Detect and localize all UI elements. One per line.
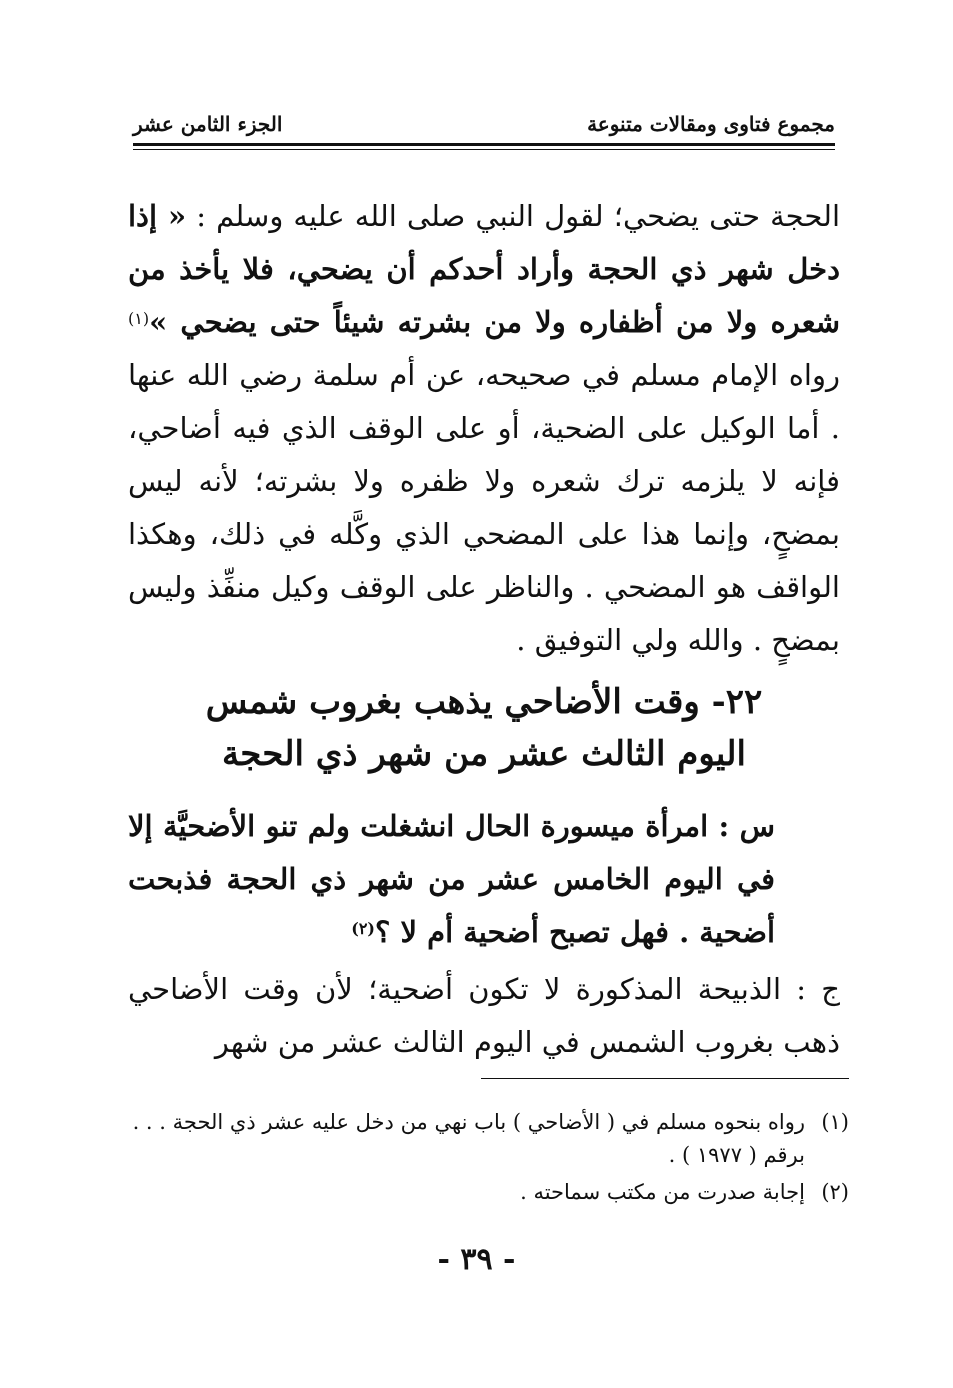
header-rule-thick (133, 143, 835, 146)
footnote-number: (١) (821, 1110, 849, 1134)
running-header (133, 112, 835, 138)
book-title: مجموع فتاوى ومقالات متنوعة (587, 112, 835, 136)
question-block (128, 800, 775, 959)
footnote-text: إجابة صدرت من مكتب سماحته . (520, 1180, 805, 1204)
section-title-line-2: اليوم الثالث عشر من شهر ذي الحجة (222, 734, 746, 774)
footnote-1 (128, 1106, 849, 1172)
footnote-number: (٢) (821, 1180, 849, 1204)
section-title-line-1: ٢٢- وقت الأضاحي يذهب بغروب شمس (205, 682, 763, 722)
footnote-ref-2: (٢) (351, 919, 375, 938)
footnote-separator (481, 1078, 849, 1079)
body-rest: رواه الإمام مسلم في صحيحه، عن أم سلمة رضي الله عنها . أما الوكيل على الضحية، أو على الوقف الذي فيه أضاحي، فإنه لا يلزمه ترك شعره ولا ظفره ولا بشرته؛ لأنه ليس بمضحٍ، وإنما هذا على المضحي الذي وكَّله في ذلك، وهكذا الواقف هو المضحي . والناظر على الوقف وكيل منفِّذ وليس بمضحٍ . والله ولي التوفيق . (128, 358, 840, 657)
page-number: - ٣٩ - (437, 1242, 516, 1277)
section-heading (128, 676, 840, 780)
intro-text: الحجة حتى يضحي؛ لقول النبي صلى الله عليه وسلم : (196, 199, 841, 233)
body-paragraph (128, 190, 840, 667)
footnote-ref-1: (١) (128, 309, 150, 328)
answer-text: ج : الذبيحة المذكورة لا تكون أضحية؛ لأن وقت الأضاحي ذهب بغروب الشمس في اليوم الثالث عشر من شهر (128, 972, 840, 1059)
header-rule-thin (133, 149, 835, 150)
hadith-quote: « إذا دخل شهر ذي الحجة وأراد أحدكم أن يضحي، فلا يأخذ من شعره ولا من أظفاره ولا من بشرته شيئاً حتى يضحي » (128, 199, 840, 339)
volume-label: الجزء الثامن عشر (133, 112, 283, 136)
answer-block (128, 963, 840, 1069)
footnote-text: رواه بنحوه مسلم في ( الأضاحي ) باب نهي من دخل عليه عشر ذي الحجة . . . برقم ( ١٩٧٧ ) . (132, 1110, 805, 1167)
question-text: س : امرأة ميسورة الحال انشغلت ولم تنو الأضحيَّة إلا في اليوم الخامس عشر من شهر ذي الحجة فذبحت أضحية . فهل تصبح أضحية أم لا ؟ (128, 809, 775, 949)
footnote-2 (128, 1176, 849, 1209)
footnotes (128, 1106, 849, 1209)
